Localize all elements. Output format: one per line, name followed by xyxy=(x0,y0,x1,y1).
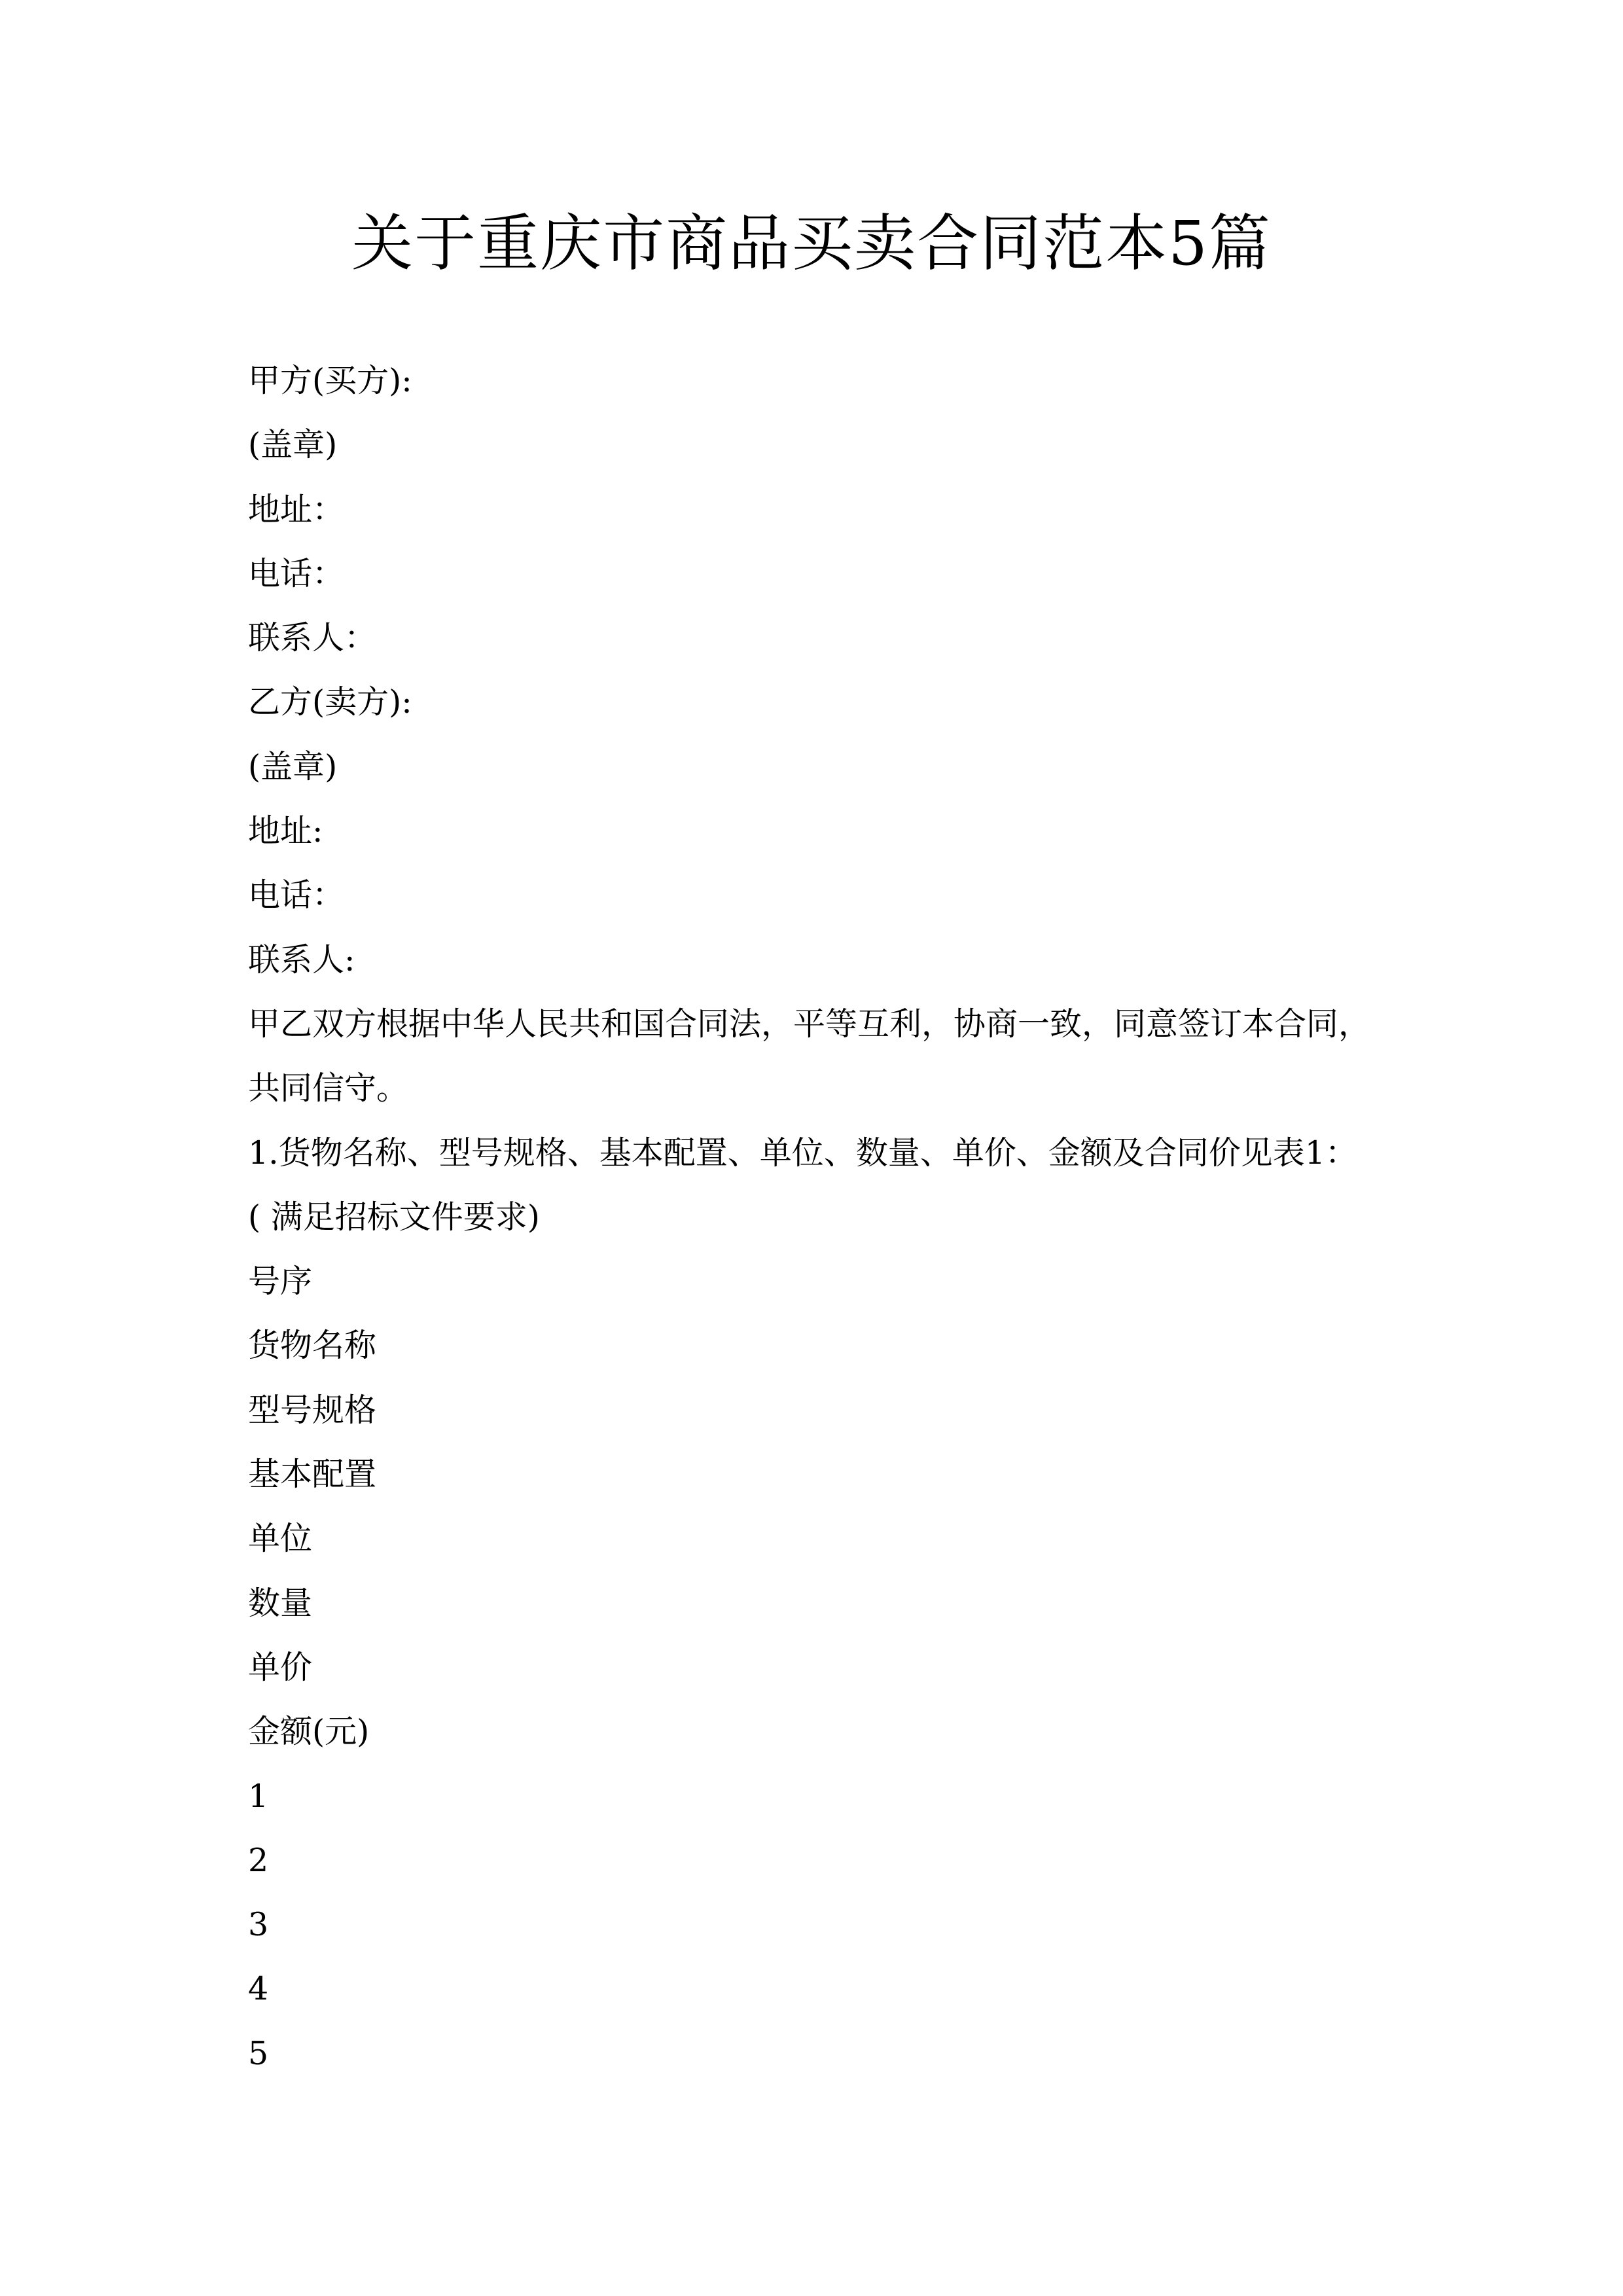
text-line: (盖章) xyxy=(248,747,338,785)
text-line: 单价 xyxy=(248,1648,313,1686)
text-line: 电话： xyxy=(248,876,345,914)
text-line: 1.货物名称、型号规格、基本配置、单位、数量、单价、金额及合同价见表1： xyxy=(248,1134,1357,1172)
text-line: 基本配置 xyxy=(248,1456,377,1494)
text-line: 1 xyxy=(248,1777,269,1815)
document-title: 关于重庆市商品买卖合同范本5篇 xyxy=(351,208,1272,279)
text-line: 5 xyxy=(248,2034,269,2072)
text-line: (盖章) xyxy=(248,426,338,464)
text-line: 共同信守。 xyxy=(248,1069,409,1107)
text-line: 4 xyxy=(248,1970,269,2008)
text-line: 地址: xyxy=(248,812,323,850)
text-line: 2 xyxy=(248,1841,269,1879)
text-line: 联系人： xyxy=(248,619,377,657)
text-line: 甲方(买方): xyxy=(248,362,412,399)
text-line: 号序 xyxy=(248,1263,313,1300)
text-line: ( 满足招标文件要求) xyxy=(248,1198,540,1236)
text-line: 型号规格 xyxy=(248,1391,377,1429)
text-line: 数量 xyxy=(248,1584,313,1622)
document-body xyxy=(248,349,1439,2086)
text-line: 甲乙双方根据中华人民共和国合同法，平等互利，协商一致，同意签订本合同， xyxy=(248,1005,1371,1043)
text-line: 金额(元) xyxy=(248,1713,370,1751)
text-line: 地址： xyxy=(248,490,345,528)
text-line: 乙方(卖方): xyxy=(248,683,412,721)
text-line: 3 xyxy=(248,1906,269,1944)
text-line: 联系人: xyxy=(248,941,355,978)
text-line: 单位 xyxy=(248,1520,313,1558)
text-line: 货物名称 xyxy=(248,1327,377,1365)
text-line: 电话： xyxy=(248,554,345,592)
